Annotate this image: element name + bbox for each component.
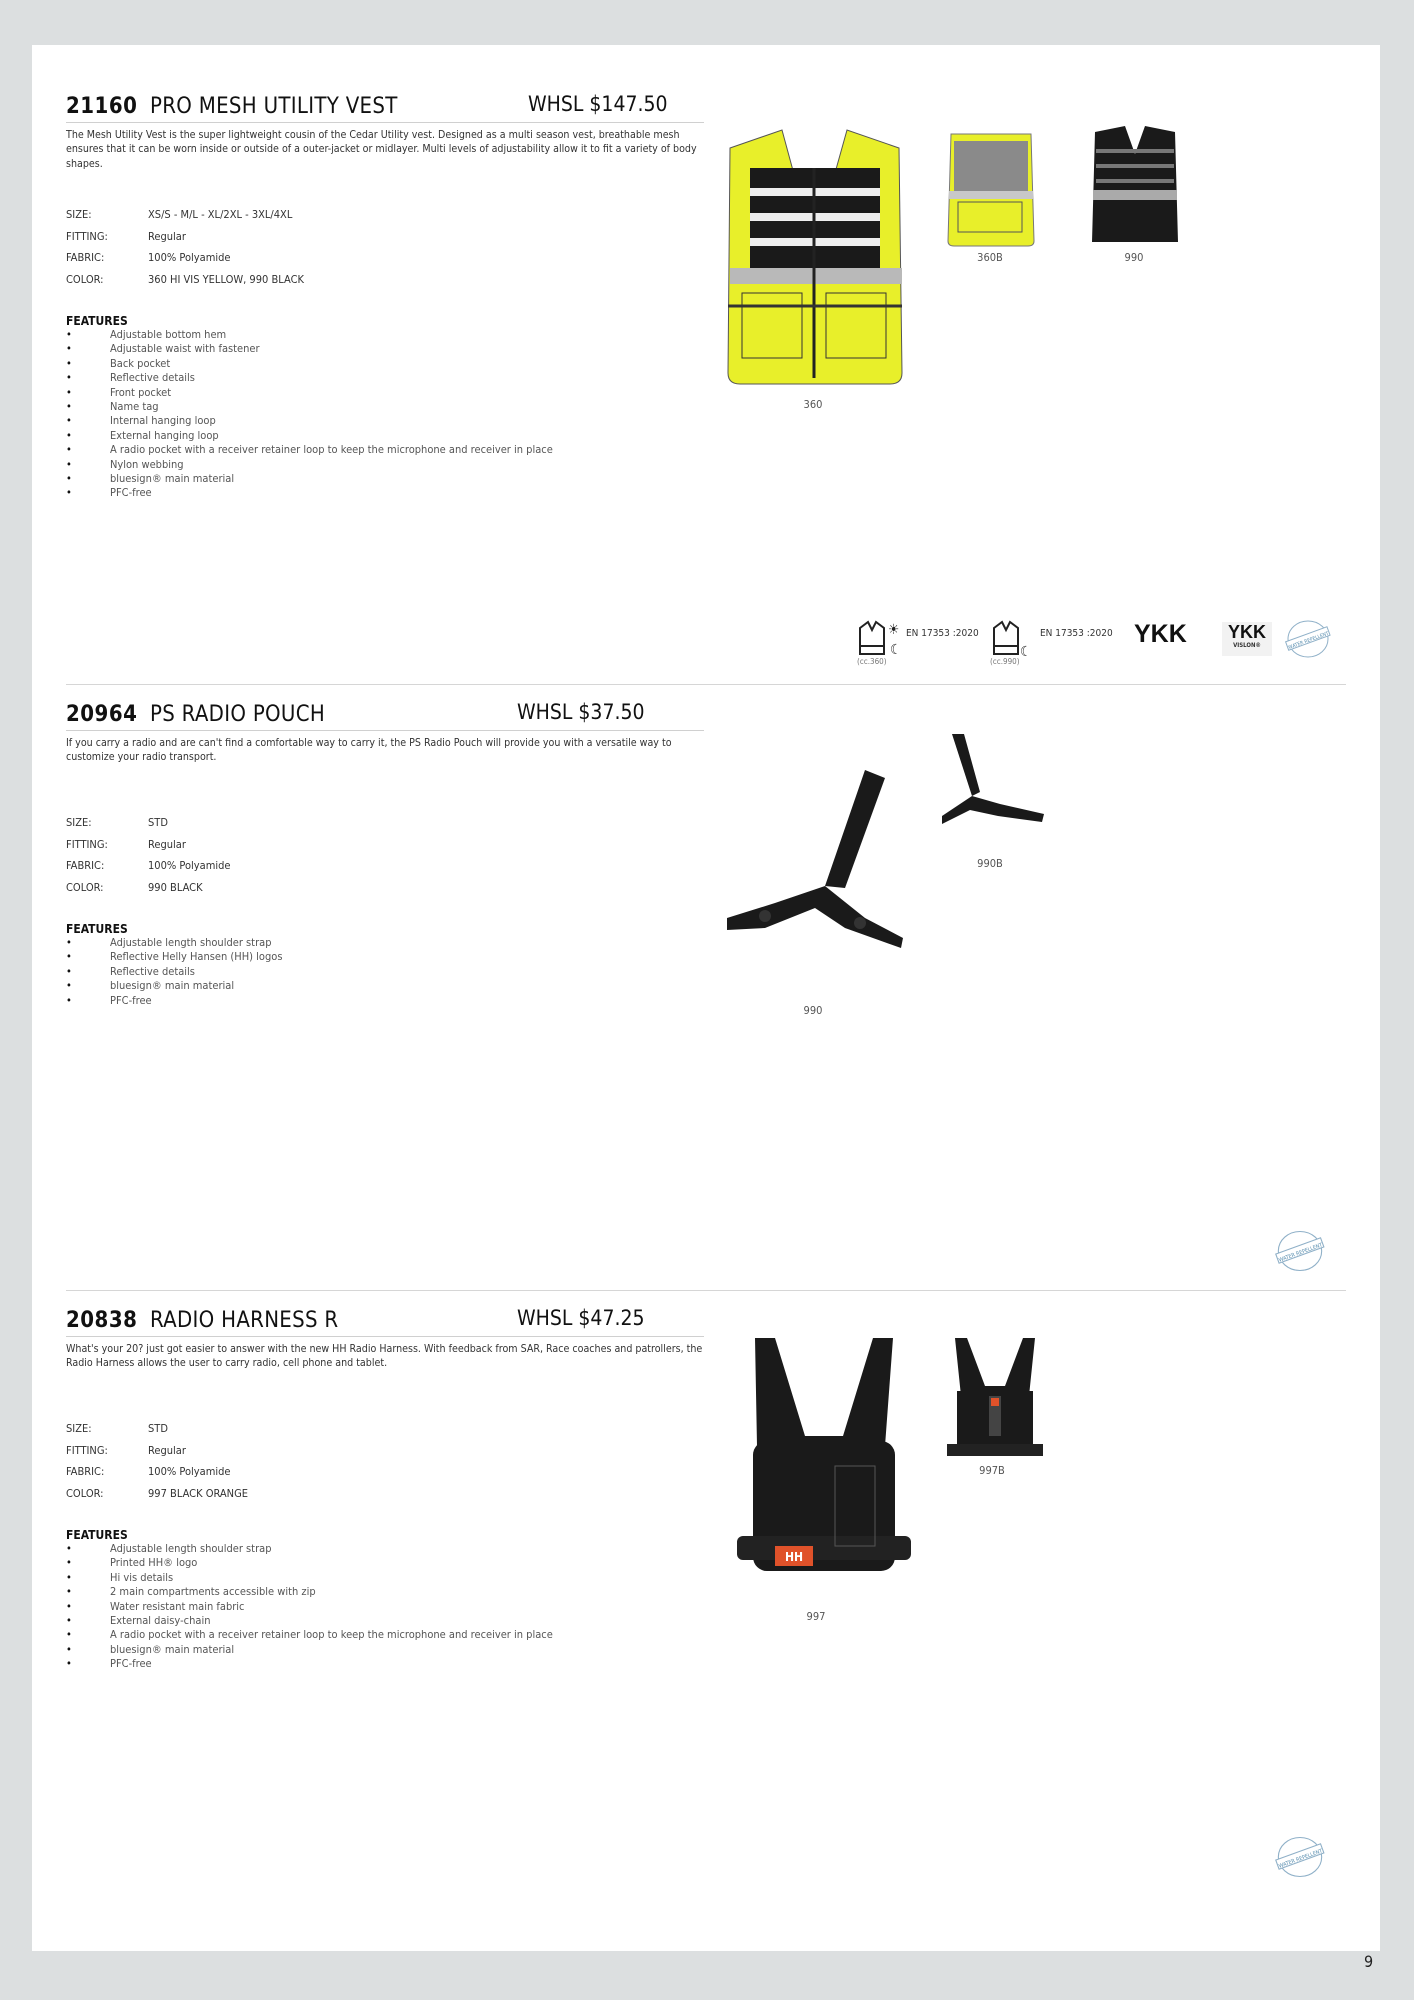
spec-label: SIZE: (66, 816, 92, 829)
cert-standard: EN 17353 :2020 (1040, 628, 1113, 639)
features-block (66, 1528, 553, 1672)
spec-value: 100% Polyamide (148, 251, 231, 264)
feature-item: • Adjustable length shoulder strap (66, 1542, 553, 1556)
water-repellent-badge-icon (1284, 618, 1332, 660)
feature-item: • Reflective details (66, 371, 553, 385)
feature-item: • External hanging loop (66, 429, 553, 443)
spec-value: Regular (148, 837, 186, 851)
product-name: PRO MESH UTILITY VEST (150, 94, 398, 119)
image-label: 990B (977, 857, 1003, 870)
svg-text:HH: HH (784, 1550, 804, 1564)
spec-value: STD (148, 816, 168, 829)
image-label: 997 (806, 1610, 826, 1623)
ykk-vislon-logo: YKK VISLON® (1222, 622, 1272, 656)
product-code: 20964 (66, 702, 138, 727)
spec-row (66, 208, 566, 230)
spec-value: 990 BLACK (148, 880, 203, 894)
feature-item: • Front pocket (66, 386, 553, 400)
image-label: 990 (803, 1004, 823, 1017)
product-title-bar (66, 702, 704, 731)
svg-text:☾: ☾ (1020, 644, 1032, 660)
spec-value: 100% Polyamide (148, 1465, 231, 1478)
feature-item: • Adjustable bottom hem (66, 328, 553, 342)
features-heading: FEATURES (66, 1528, 128, 1542)
product-image-vest-360b (946, 126, 1036, 248)
spec-label: COLOR: (66, 1486, 104, 1500)
svg-text:WATER REPELLENT: WATER REPELLENT (1278, 1242, 1324, 1264)
spec-row (66, 1444, 566, 1466)
spec-value: Regular (148, 229, 186, 243)
product-image-harness-997 (735, 1336, 913, 1592)
spec-value: 997 BLACK ORANGE (148, 1486, 249, 1500)
spec-label: FITTING: (66, 1443, 108, 1457)
hi-vis-vest-sun-moon-icon (856, 620, 906, 658)
feature-item: • Water resistant main fabric (66, 1600, 553, 1614)
svg-text:WATER REPELLENT: WATER REPELLENT (1287, 630, 1330, 651)
feature-item: • External daisy-chain (66, 1614, 553, 1628)
product-price: WHSL $37.50 (517, 700, 645, 724)
features-heading: FEATURES (66, 922, 128, 936)
feature-item: • Nylon webbing (66, 458, 553, 472)
spec-label: SIZE: (66, 208, 92, 221)
product-price: WHSL $47.25 (517, 1306, 645, 1330)
spec-row (66, 816, 566, 838)
feature-item: • A radio pocket with a receiver retainer loop to keep the microphone and receiver in place (66, 1628, 553, 1642)
spec-label: FABRIC: (66, 859, 105, 872)
spec-row (66, 881, 566, 903)
spec-label: FABRIC: (66, 1465, 105, 1478)
feature-item: • 2 main compartments accessible with zip (66, 1585, 553, 1599)
spec-row (66, 230, 566, 252)
image-label: 360B (977, 251, 1003, 264)
spec-value: 100% Polyamide (148, 859, 231, 872)
product-section (66, 702, 1346, 1262)
product-image-pouch-990 (725, 768, 907, 960)
product-image-harness-997b (945, 1336, 1045, 1460)
svg-text:☀: ☀ (888, 622, 900, 638)
spec-table (66, 208, 566, 294)
feature-item: • Back pocket (66, 357, 553, 371)
product-name: PS RADIO POUCH (150, 702, 326, 727)
feature-item: • Internal hanging loop (66, 414, 553, 428)
product-image-vest-360 (722, 128, 907, 386)
spec-row (66, 859, 566, 881)
image-label: 997B (979, 1464, 1005, 1477)
feature-item: • Reflective Helly Hansen (HH) logos (66, 950, 282, 964)
spec-value: Regular (148, 1443, 186, 1457)
product-image-vest-990 (1090, 124, 1180, 248)
page-number: 9 (1364, 1952, 1374, 1971)
features-block (66, 922, 282, 1008)
spec-row (66, 1422, 566, 1444)
feature-item: • bluesign® main material (66, 1643, 553, 1657)
image-label: 990 (1124, 251, 1144, 264)
spec-row (66, 251, 566, 273)
product-description: What's your 20? just got easier to answer with the new HH Radio Harness. With feedback from SAR, Race coaches and patrollers, the Radio Harness allows the user to carry radio, cell phone and tablet. (66, 1343, 703, 1370)
spec-row (66, 1487, 566, 1509)
feature-item: • Reflective details (66, 965, 282, 979)
image-label: 360 (803, 398, 823, 411)
feature-item: • Printed HH® logo (66, 1556, 553, 1570)
spec-table (66, 816, 566, 902)
spec-row (66, 1465, 566, 1487)
section-divider (66, 684, 1346, 685)
product-code: 21160 (66, 94, 138, 119)
feature-item: • Name tag (66, 400, 553, 414)
section-divider (66, 1290, 1346, 1291)
spec-label: COLOR: (66, 880, 104, 894)
feature-item: • PFC-free (66, 1657, 553, 1671)
feature-item: • A radio pocket with a receiver retainer loop to keep the microphone and receiver in place (66, 443, 553, 457)
spec-value: XS/S - M/L - XL/2XL - 3XL/4XL (148, 208, 293, 221)
feature-item: • Adjustable waist with fastener (66, 342, 553, 356)
spec-value: 360 HI VIS YELLOW, 990 BLACK (148, 272, 304, 286)
product-price: WHSL $147.50 (528, 92, 668, 116)
features-list (66, 936, 282, 1008)
feature-item: • PFC-free (66, 486, 553, 500)
cert-code: (cc.360) (857, 657, 887, 666)
spec-label: SIZE: (66, 1422, 92, 1435)
spec-table (66, 1422, 566, 1508)
product-title-bar (66, 94, 704, 123)
product-description: The Mesh Utility Vest is the super lightweight cousin of the Cedar Utility vest. Designed as a multi season vest, breathable mesh ensures that it can be worn inside or outside of a outer-jacket or midlayer. Multi levels of adjustability allow it to fit a variety of body shapes. (66, 129, 697, 170)
features-block (66, 314, 553, 501)
water-repellent-badge-icon (1274, 1834, 1326, 1880)
spec-label: FABRIC: (66, 251, 105, 264)
product-section (66, 1308, 1346, 1868)
feature-item: • PFC-free (66, 994, 282, 1008)
product-description: If you carry a radio and are can't find a comfortable way to carry it, the PS Radio Pouch will provide you with a versatile way to customize your radio transport. (66, 737, 672, 764)
features-heading: FEATURES (66, 314, 128, 328)
cert-standard: EN 17353 :2020 (906, 628, 979, 639)
svg-text:WATER REPELLENT: WATER REPELLENT (1278, 1848, 1324, 1870)
spec-label: COLOR: (66, 272, 104, 286)
spec-row (66, 273, 566, 295)
product-image-pouch-990b (940, 732, 1046, 836)
spec-label: FITTING: (66, 229, 108, 243)
spec-value: STD (148, 1422, 168, 1435)
features-list (66, 1542, 553, 1672)
cert-code: (cc.990) (990, 657, 1020, 666)
product-name: RADIO HARNESS R (150, 1308, 339, 1333)
spec-row (66, 838, 566, 860)
feature-item: • bluesign® main material (66, 979, 282, 993)
product-title-bar (66, 1308, 704, 1337)
ykk-logo: YKK (1134, 620, 1187, 648)
spec-label: FITTING: (66, 837, 108, 851)
feature-item: • bluesign® main material (66, 472, 553, 486)
feature-item: • Adjustable length shoulder strap (66, 936, 282, 950)
feature-item: • Hi vis details (66, 1571, 553, 1585)
product-code: 20838 (66, 1308, 138, 1333)
hi-vis-vest-moon-icon (990, 620, 1030, 658)
water-repellent-badge-icon (1274, 1228, 1326, 1274)
features-list (66, 328, 553, 501)
svg-text:☾: ☾ (890, 642, 902, 658)
